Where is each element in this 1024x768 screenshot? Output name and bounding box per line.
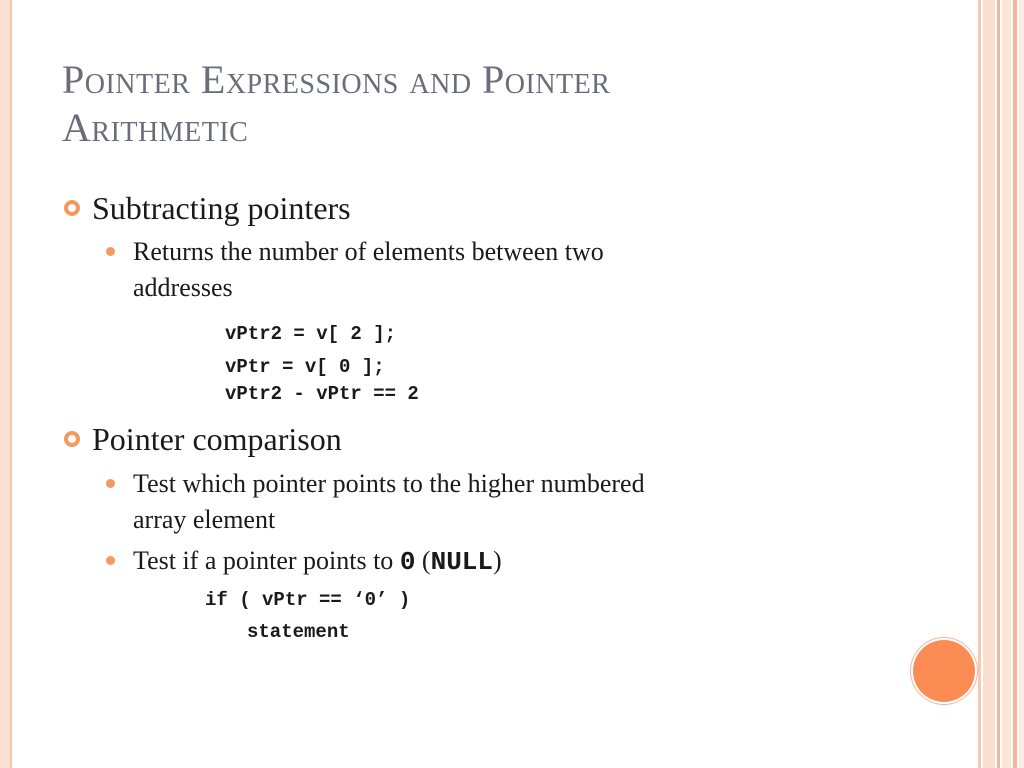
dot-bullet-icon bbox=[106, 247, 115, 256]
sub-bullet-line-1: Test which pointer points to the higher numbered bbox=[133, 469, 645, 498]
slide-title bbox=[62, 56, 902, 152]
stripe bbox=[983, 0, 995, 768]
left-decorative-stripe bbox=[0, 0, 12, 768]
code-line: vPtr = v[ 0 ]; bbox=[225, 356, 385, 378]
sub-bullet-test-which-pointer bbox=[106, 466, 826, 538]
stripe bbox=[978, 0, 981, 768]
ring-bullet-icon bbox=[64, 431, 80, 447]
sub-bullet-text bbox=[133, 234, 604, 306]
sub-bullet-line-1: Returns the number of elements between two bbox=[133, 237, 604, 266]
bullet-subtracting-pointers bbox=[64, 190, 351, 226]
bullet-heading: Pointer comparison bbox=[92, 421, 342, 457]
dot-bullet-icon bbox=[106, 479, 115, 488]
stripe bbox=[1019, 0, 1024, 768]
inline-code-zero: 0 bbox=[399, 547, 416, 577]
text-middle: ( bbox=[415, 546, 431, 575]
stripe bbox=[1013, 0, 1017, 768]
title-line-1: Pointer Expressions and Pointer bbox=[62, 57, 611, 102]
sub-bullet-test-null bbox=[106, 543, 826, 580]
bullet-pointer-comparison bbox=[64, 421, 342, 457]
ring-bullet-icon bbox=[64, 200, 80, 216]
text-suffix: ) bbox=[493, 546, 502, 575]
inline-code-null: NULL bbox=[430, 547, 494, 577]
code-line: if ( vPtr == ‘0’ ) bbox=[205, 589, 411, 611]
sub-bullet-text bbox=[133, 466, 645, 538]
sub-bullet-returns-number bbox=[106, 234, 826, 306]
dot-bullet-icon bbox=[106, 556, 115, 565]
code-line: vPtr2 = v[ 2 ]; bbox=[225, 323, 397, 345]
code-line: statement bbox=[247, 621, 350, 643]
stripe bbox=[997, 0, 1000, 768]
code-line: vPtr2 - vPtr == 2 bbox=[225, 383, 419, 405]
title-line-2: Arithmetic bbox=[62, 105, 249, 150]
right-decorative-stripes bbox=[978, 0, 1024, 768]
sub-bullet-line-2: addresses bbox=[133, 273, 233, 302]
text-prefix: Test if a pointer points to bbox=[133, 546, 400, 575]
sub-bullet-text bbox=[133, 543, 502, 580]
stripe bbox=[1002, 0, 1011, 768]
bullet-heading: Subtracting pointers bbox=[92, 190, 351, 226]
sub-bullet-line-2: array element bbox=[133, 505, 276, 534]
orange-circle-decoration bbox=[913, 640, 975, 702]
